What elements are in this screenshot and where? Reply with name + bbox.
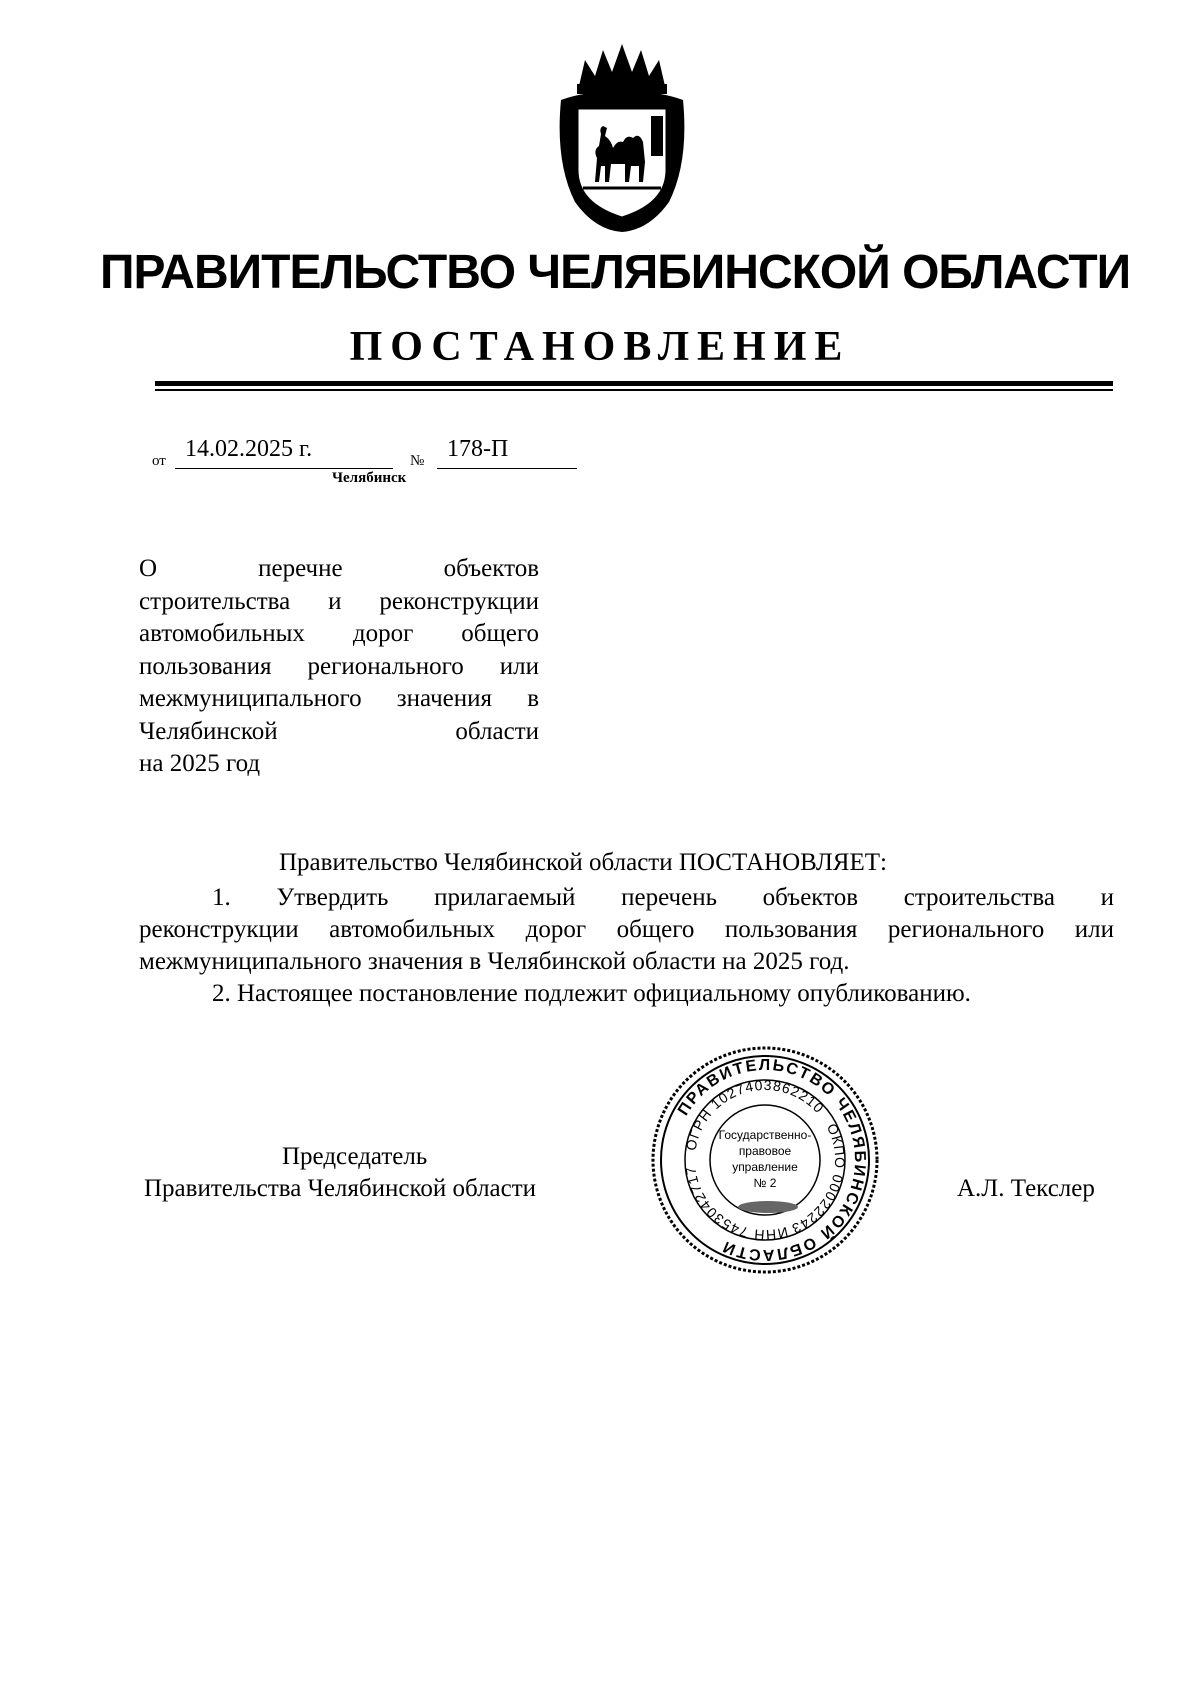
- item-1-line-1: 1. Утвердить прилагаемый перечень объектов строительства и: [212, 884, 1114, 911]
- document-subject: [139, 553, 539, 781]
- date-value: 14.02.2025 г.: [185, 436, 313, 462]
- stamp-center-line-4: № 2: [753, 1176, 777, 1190]
- item-1-line-2: реконструкции автомобильных дорог общего пользования регионального или: [139, 916, 1114, 943]
- date-underline: [175, 468, 393, 469]
- coat-of-arms-icon: [555, 42, 689, 234]
- header-rule-thin: [155, 389, 1113, 391]
- signatory-name: А.Л. Текслер: [957, 1175, 1095, 1202]
- official-seal-stamp: [650, 1045, 880, 1275]
- stamp-outer-text: ПРАВИТЕЛЬСТВО ЧЕЛЯБИНСКОЙ ОБЛАСТИ: [675, 1056, 869, 1264]
- subject-line: межмуниципального значения в: [139, 685, 539, 712]
- header-rule-thick: [155, 381, 1113, 386]
- subject-line: Челябинской области: [139, 717, 539, 745]
- subject-line: О перечне объектов: [139, 555, 539, 582]
- stamp-ogrn: ОГРН 1027403862210: [682, 1076, 828, 1152]
- signatory-position-line-1: Председатель: [282, 1143, 428, 1170]
- item-2: 2. Настоящее постановление подлежит официальному опубликованию.: [212, 980, 971, 1007]
- organization-title: ПРАВИТЕЛЬСТВО ЧЕЛЯБИНСКОЙ ОБЛАСТИ: [100, 246, 1131, 299]
- document-type-title: ПОСТАНОВЛЕНИЕ: [349, 324, 851, 370]
- item-1-line-3: межмуниципального значения в Челябинской области на 2025 год.: [139, 948, 850, 975]
- stamp-smudge: [738, 1201, 798, 1213]
- resolution-intro: Правительство Челябинской области ПОСТАНОВЛЯЕТ:: [279, 849, 887, 876]
- stamp-center-line-1: Государственно-: [718, 1128, 812, 1142]
- number-value: 178-П: [447, 436, 509, 462]
- number-underline: [437, 468, 577, 469]
- signatory-position-line-2: Правительства Челябинской области: [144, 1175, 537, 1202]
- subject-line: строительства и реконструкции: [139, 587, 539, 615]
- date-label: от: [152, 453, 166, 469]
- subject-line: автомобильных дорог общего: [139, 620, 539, 647]
- number-label: №: [410, 453, 425, 469]
- stamp-inn: ИНН 7453042717: [682, 1165, 790, 1244]
- stamp-okpo: ОКПО 00022243: [788, 1120, 849, 1238]
- subject-line: пользования регионального или: [139, 652, 539, 680]
- subject-line: на 2025 год: [139, 750, 261, 777]
- stamp-center-line-2: правовое: [738, 1144, 792, 1158]
- city-label: Челябинск: [332, 470, 407, 486]
- stamp-center-line-3: управление: [732, 1160, 798, 1174]
